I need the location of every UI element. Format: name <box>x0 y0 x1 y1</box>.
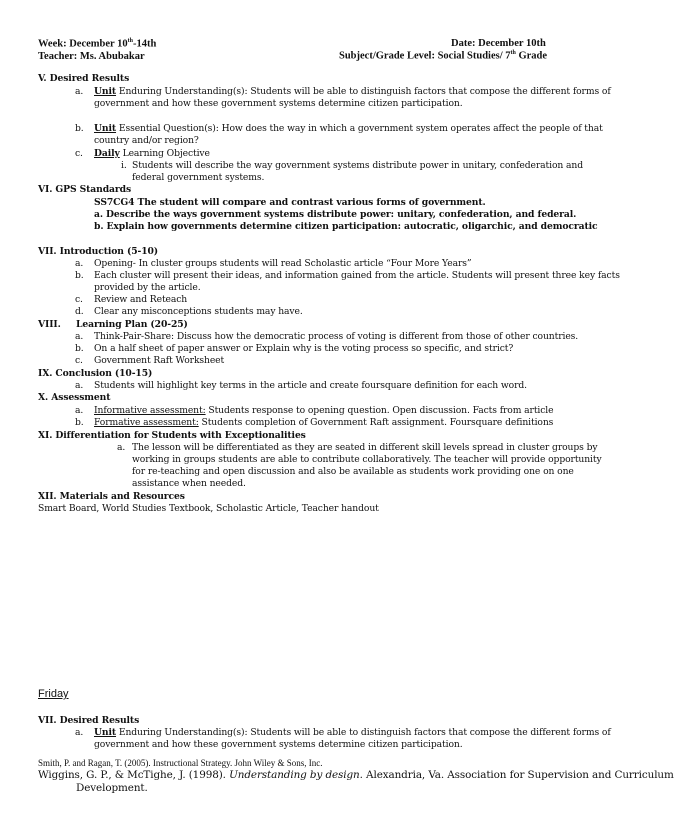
teacher-label: Teacher: Ms. Abubakar <box>38 51 145 62</box>
differentiation-line3: for re-teaching and open discussion and also be available as students work providing one on one <box>132 466 574 477</box>
reference-smith-ragan: Smith, P. and Ragan, T. (2005). Instructional Strategy. John Wiley & Sons, Inc. <box>38 758 323 768</box>
intro-cluster-line1: Each cluster will present their ideas, and information gained from the article. Students will present three key facts <box>94 270 620 281</box>
standard-a: a. Describe the ways government systems distribute power: unitary, confederation, and federal. <box>94 209 577 220</box>
materials-list: Smart Board, World Studies Textbook, Scholastic Article, Teacher handout <box>38 503 379 514</box>
list-marker: b. <box>75 343 84 354</box>
standard-b: b. Explain how governments determine citizen participation: autocratic, oligarchic, and democratic <box>94 221 598 232</box>
conclusion-text: Students will highlight key terms in the article and create foursquare definition for each word. <box>94 380 527 391</box>
essential-question-line1: Unit Essential Question(s): How does the way in which a government system operates affect the people of that <box>94 123 603 134</box>
list-marker: a. <box>75 86 84 97</box>
list-marker: a. <box>75 405 84 416</box>
intro-review: Review and Reteach <box>94 294 188 305</box>
list-marker: b. <box>75 270 84 281</box>
list-marker: c. <box>75 294 83 305</box>
friday-heading: Friday <box>38 688 69 700</box>
unit-understanding-line1: Unit Enduring Understanding(s): Students will be able to distinguish factors that compose the different forms of <box>94 86 611 97</box>
section-viii-heading: Learning Plan (20-25) <box>76 319 188 330</box>
list-marker: a. <box>75 331 84 342</box>
informative-assessment: Informative assessment: Students response to opening question. Open discussion. Facts from article <box>94 405 554 416</box>
plan-raft-worksheet: Government Raft Worksheet <box>94 355 225 366</box>
list-marker: b. <box>75 417 84 428</box>
list-marker: a. <box>75 380 84 391</box>
friday-understanding-line2: government and how these government systems determine citizen participation. <box>94 739 463 750</box>
list-marker: c. <box>75 148 83 159</box>
standard-ss7cg4: SS7CG4 The student will compare and contrast various forms of government. <box>94 197 486 208</box>
date-label: Date: December 10th <box>451 38 546 49</box>
list-marker: b. <box>75 123 84 134</box>
plan-think-pair-share: Think-Pair-Share: Discuss how the democratic process of voting is different from those of other countries. <box>94 331 579 342</box>
differentiation-line1: The lesson will be differentiated as they are seated in different skill levels spread in cluster groups by <box>132 442 598 453</box>
intro-opening: Opening- In cluster groups students will read Scholastic article “Four More Years” <box>94 258 472 269</box>
list-marker: a. <box>75 727 84 738</box>
reference-wiggins-line2: Development. <box>76 782 148 794</box>
list-marker: c. <box>75 355 83 366</box>
differentiation-line4: assistance when needed. <box>132 478 246 489</box>
daily-objective-line1: Students will describe the way government systems distribute power in unitary, confederation and <box>132 160 584 171</box>
section-vii-heading: VII. Introduction (5-10) <box>38 246 159 257</box>
plan-half-sheet: On a half sheet of paper answer or Explain why is the voting process so specific, and strict? <box>94 343 514 354</box>
friday-understanding-line1: Unit Enduring Understanding(s): Students will be able to distinguish factors that compose the different forms of <box>94 727 611 738</box>
section-x-heading: X. Assessment <box>38 392 111 403</box>
reference-wiggins-mctighe: Wiggins, G. P., & McTighe, J. (1998). Understanding by design. Alexandria, Va. Association for Supervision and Curriculum <box>38 769 674 781</box>
essential-question-line2: country and/or region? <box>94 135 199 146</box>
intro-cluster-line2: provided by the article. <box>94 282 201 293</box>
intro-misconceptions: Clear any misconceptions students may have. <box>94 306 303 317</box>
unit-understanding-line2: government and how these government systems determine citizen participation. <box>94 98 463 109</box>
friday-section-vii-heading: VII. Desired Results <box>38 715 140 726</box>
list-marker: a. <box>117 442 126 453</box>
section-xi-heading: XI. Differentiation for Students with Exceptionalities <box>38 430 306 441</box>
list-marker: d. <box>75 306 84 317</box>
section-xii-heading: XII. Materials and Resources <box>38 491 185 502</box>
week-label: Week: December 10th-14th <box>38 38 157 50</box>
list-marker: a. <box>75 258 84 269</box>
differentiation-line2: working in groups students are able to contribute collaboratively. The teacher will provide opportunity <box>132 454 602 465</box>
formative-assessment: Formative assessment: Students completion of Government Raft assignment. Foursquare definitions <box>94 417 554 428</box>
subject-grade-label: Subject/Grade Level: Social Studies/ 7th Grade <box>339 50 548 62</box>
section-viii-numeral: VIII. <box>38 319 61 330</box>
section-v-heading: V. Desired Results <box>38 73 130 84</box>
list-marker: i. <box>121 160 127 171</box>
daily-objective-label: Daily Learning Objective <box>94 148 210 159</box>
section-ix-heading: IX. Conclusion (10-15) <box>38 368 153 379</box>
section-vi-heading: VI. GPS Standards <box>38 184 132 195</box>
daily-objective-line2: federal government systems. <box>132 172 265 183</box>
